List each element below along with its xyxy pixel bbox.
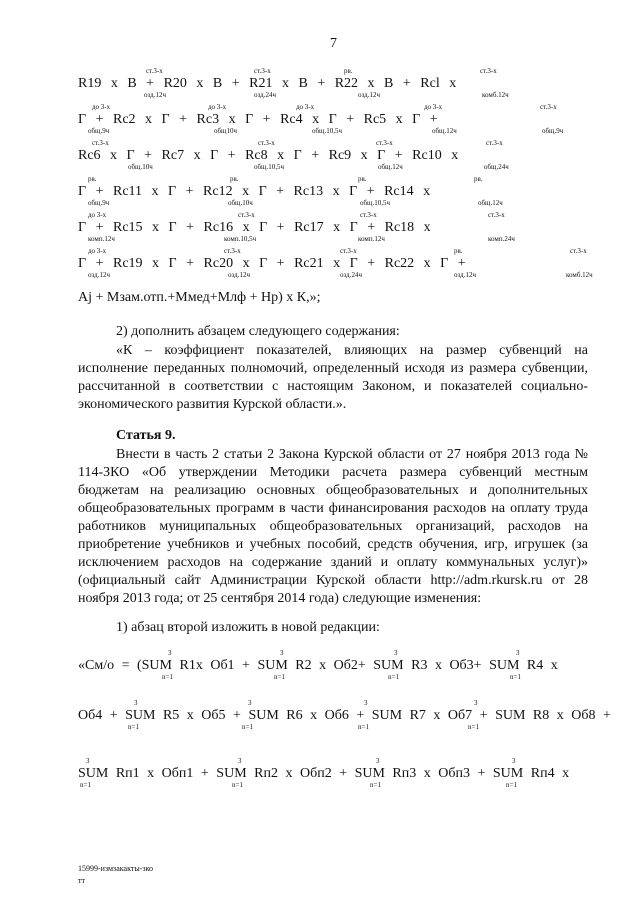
formula1-line	[78, 136, 588, 176]
formula-superscript: рв.	[230, 175, 239, 183]
formula-subscript: комп.12ч	[358, 235, 385, 243]
formula-subscript: n=1	[388, 673, 399, 681]
formula-subscript: n=1	[358, 723, 369, 731]
formula2-line	[78, 754, 588, 794]
formula-subscript: общ.10ч	[128, 163, 153, 171]
formula-subscript: общ.12ч	[432, 127, 457, 135]
formula-subscript: общ.24ч	[484, 163, 509, 171]
formula-subscript: общ.12ч	[478, 199, 503, 207]
formula-subscript: озд.12ч	[358, 91, 380, 99]
formula-subscript: озд.12ч	[144, 91, 166, 99]
formula-superscript: ст.3-х	[224, 247, 241, 255]
formula-superscript: ст.3-х	[254, 67, 271, 75]
formula-superscript: до 3-х	[88, 247, 107, 255]
article-heading: Статья 9.	[116, 428, 176, 443]
formula-superscript: до 3-х	[296, 103, 315, 111]
formula1-line	[78, 100, 588, 140]
formula-superscript: 3	[248, 699, 252, 707]
formula-subscript: озд.24ч	[340, 271, 362, 279]
formula-text: R19 х В + R20 х В + R21 х В + R22 х В + Rcl х	[78, 76, 457, 91]
formula-superscript: рв.	[358, 175, 367, 183]
formula-text: Об4 + SUM R5 х Об5 + SUM R6 х Об6 + SUM R7 х Об7 + SUM R8 х Об8 +	[78, 708, 611, 723]
formula2-line	[78, 646, 588, 686]
formula-superscript: до 3-х	[424, 103, 443, 111]
formula-superscript: до 3-х	[88, 211, 107, 219]
footer-code: 15999-измзакакты-зко	[78, 864, 154, 873]
formula1-line	[78, 208, 588, 248]
formula-superscript: 3	[364, 699, 368, 707]
formula-superscript: рв.	[454, 247, 463, 255]
formula-subscript: озд.24ч	[254, 91, 276, 99]
formula-subscript: общ.10ч	[228, 199, 253, 207]
formula-subscript: общ.10,5ч	[360, 199, 390, 207]
formula-text: Rc6 х Г + Rc7 х Г + Rc8 х Г + Rc9 х Г + Rc10 х	[78, 148, 459, 163]
formula-text: Г + Rc11 х Г + Rc12 х Г + Rc13 х Г + Rc14 х	[78, 184, 431, 199]
formula-subscript: n=1	[370, 781, 381, 789]
formula-subscript: n=1	[128, 723, 139, 731]
formula-superscript: ст.3-х	[340, 247, 357, 255]
formula-superscript: рв.	[344, 67, 353, 75]
formula-text: SUM Rп1 х Обп1 + SUM Rп2 х Обп2 + SUM Rп3 х Обп3 + SUM Rп4 х	[78, 766, 570, 781]
formula-superscript: ст.3-х	[480, 67, 497, 75]
formula-superscript: 3	[134, 699, 138, 707]
formula-text: Г + Rc2 х Г + Rc3 х Г + Rc4 х Г + Rc5 х Г +	[78, 112, 438, 127]
item-1: 1) абзац второй изложить в новой редакции:	[116, 620, 380, 635]
formula-text: Г + Rc15 х Г + Rc16 х Г + Rc17 х Г + Rc18 х	[78, 220, 431, 235]
formula-superscript: 3	[168, 649, 172, 657]
formula-superscript: рв.	[474, 175, 483, 183]
formula-superscript: 3	[474, 699, 478, 707]
page-number: 7	[330, 36, 337, 51]
formula-subscript: общ.12ч	[378, 163, 403, 171]
formula-superscript: ст.3-х	[360, 211, 377, 219]
formula2-line	[78, 696, 611, 736]
formula-superscript: ст.3-х	[146, 67, 163, 75]
formula-superscript: 3	[512, 757, 516, 765]
formula-superscript: ст.3-х	[540, 103, 557, 111]
formula-text: «Cм/о = (SUM R1х Об1 + SUM R2 х Об2+ SUM R3 х Об3+ SUM R4 х	[78, 658, 558, 673]
article-paragraph: Внести в часть 2 статьи 2 Закона Курской области от 27 ноября 2013 года № 114-ЗКО «Об утверждении Методики расчета размера субвенций местным бюджетам на реализацию основных общеобразовательных и дополнительных общеобразовательных программ в части финансирования расходов на оплату труда работников муниципальных общеобразовательных организаций, расходов на приобретение учебников и учебных пособий, средств обучения, игр, игрушек (за исключением расходов на содержание зданий и оплату коммунальных услуг)» (официальный сайт Администрации Курской области http://adm.rkursk.ru от 28 ноября 2013 года; от 25 сентября 2014 года) следующие изменения:	[78, 447, 588, 606]
formula-subscript: n=1	[242, 723, 253, 731]
item-2: 2) дополнить абзацем следующего содержания:	[116, 324, 400, 339]
formula-subscript: комп.24ч	[488, 235, 515, 243]
formula-subscript: n=1	[162, 673, 173, 681]
formula-superscript: ст.3-х	[570, 247, 587, 255]
formula-superscript: ст.3-х	[258, 139, 275, 147]
formula-subscript: n=1	[506, 781, 517, 789]
formula-superscript: 3	[238, 757, 242, 765]
formula-superscript: ст.3-х	[376, 139, 393, 147]
formula-subscript: озд.12ч	[454, 271, 476, 279]
footer-initials: тт	[78, 876, 85, 885]
formula-subscript: озд.12ч	[228, 271, 250, 279]
formula-subscript: n=1	[274, 673, 285, 681]
formula-subscript: общ.9ч	[542, 127, 564, 135]
formula-superscript: до 3-х	[92, 103, 111, 111]
formula-superscript: 3	[86, 757, 90, 765]
formula-subscript: озд.12ч	[88, 271, 110, 279]
formula-subscript: общ10ч	[214, 127, 237, 135]
formula-subscript: комп.12ч	[88, 235, 115, 243]
formula-superscript: ст.3-х	[488, 211, 505, 219]
formula1-line	[78, 244, 593, 284]
formula-subscript: комп.10,5ч	[224, 235, 257, 243]
formula-text: Г + Rc19 х Г + Rc20 х Г + Rc21 х Г + Rc22 х Г +	[78, 256, 466, 271]
formula-subscript: n=1	[510, 673, 521, 681]
formula-subscript: n=1	[232, 781, 243, 789]
formula1-line	[78, 172, 588, 212]
formula-superscript: 3	[516, 649, 520, 657]
formula-subscript: комб.12ч	[566, 271, 593, 279]
formula-subscript: общ.9ч	[88, 127, 110, 135]
formula-superscript: рв.	[88, 175, 97, 183]
formula-subscript: общ.9ч	[88, 199, 110, 207]
formula1-end: Аj + Мзам.отп.+Ммед+Млф + Нр) х К,»;	[78, 290, 321, 305]
formula-subscript: общ.10,5ч	[254, 163, 284, 171]
formula-subscript: n=1	[80, 781, 91, 789]
formula-superscript: 3	[394, 649, 398, 657]
formula-subscript: n=1	[468, 723, 479, 731]
formula-superscript: ст.3-х	[486, 139, 503, 147]
formula-superscript: до 3-х	[208, 103, 227, 111]
formula-superscript: ст.3-х	[92, 139, 109, 147]
formula-superscript: ст.3-х	[238, 211, 255, 219]
formula-subscript: комб.12ч	[482, 91, 509, 99]
formula1-line	[78, 64, 588, 104]
formula-superscript: 3	[280, 649, 284, 657]
formula-subscript: общ.10,5ч	[312, 127, 342, 135]
quote-paragraph: «К – коэффициент показателей, влияющих на размер субвенций на исполнение переданных полномочий, определенный исходя из размера субвенции, рассчитанной в соответствии с настоящим Законом, и показателей социально-экономического развития Курской области.».	[78, 343, 588, 412]
formula-superscript: 3	[376, 757, 380, 765]
